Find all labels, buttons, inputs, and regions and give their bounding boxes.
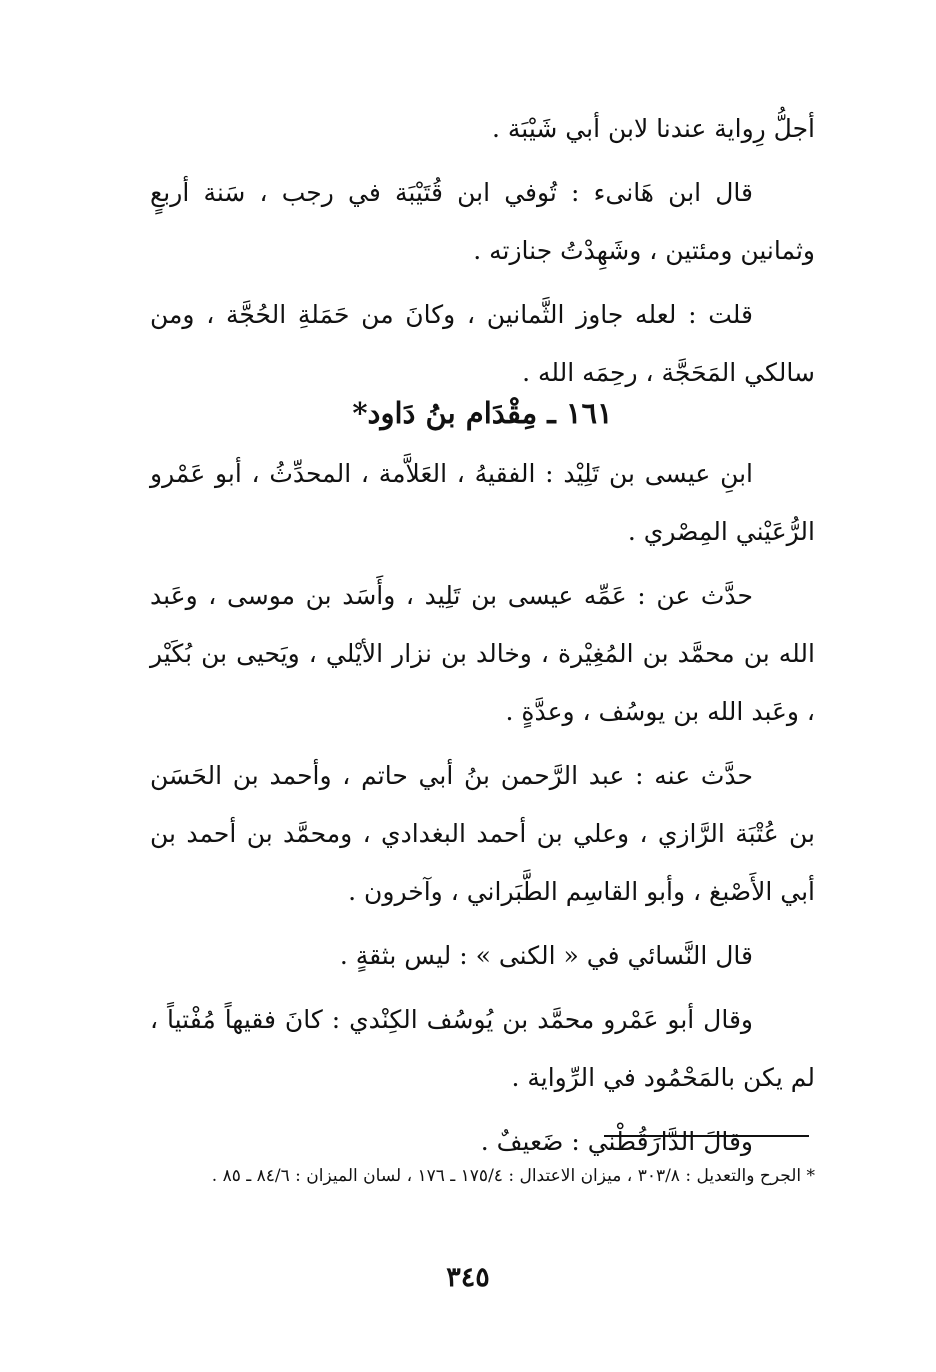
paragraph-nasab: ابنِ عيسى بن تَلِيْد : الفقيهُ ، العَلاَّمة ، المحدِّثُ ، أبو عَمْرو الرُّعَيْني المِصْري . — [150, 459, 815, 546]
paragraph-haddatha-anhu: حدَّث عنه : عبد الرَّحمن بنُ أبي حاتم ، وأحمد بن الحَسَن بن عُتْبَة الرَّازي ، وعلي بن أحمد البغدادي ، ومحمَّد بن أحمد بن أبي الأَصْبغ ، وأبو القاسِم الطَّبَراني ، وآخرون . — [150, 761, 815, 906]
paragraph-haddatha-an: حدَّث عن : عَمِّه عيسى بن تَلِيد ، وأَسَد بن موسى ، وعَبد الله بن محمَّد بن المُغِيْرة ، وخالد بن نزار الأيْلي ، ويَحيى بن بُكَيْر ، وعَبد الله بن يوسُف ، وعدَّةٍ . — [150, 581, 815, 726]
page-number: ٣٤٥ — [446, 1262, 490, 1293]
entry-body — [150, 445, 815, 1171]
paragraph-nasai: قال النَّسائي في « الكنى » : ليس بثقةٍ . — [339, 941, 753, 970]
footnote: * الجرح والتعديل : ٣٠٣/٨ ، ميزان الاعتدال : ١٧٥/٤ ـ ١٧٦ ، لسان الميزان : ٨٤/٦ ـ ٨٥ . — [211, 1166, 815, 1186]
footnote-divider — [604, 1135, 809, 1137]
paragraph-daraqutni: وقالَ الدَّارَقُطْني : ضَعيفٌ . — [480, 1127, 753, 1156]
paragraph-kindi: وقال أبو عَمْرو محمَّد بن يُوسُف الكِنْدي : كانَ فقيهاً مُفْتياً ، لم يكن بالمَحْمُود في الرِّواية . — [150, 1005, 815, 1092]
paragraph-riwaya: أجلُّ رِواية عندنا لابن أبي شَيْبَة . — [492, 114, 815, 143]
paragraph-ibn-hani: قال ابن هَانىء : تُوفي ابن قُتَيْبَة في رجب ، سَنة أربعٍ وثمانين ومئتين ، وشَهِدْتُ جنازته . — [150, 178, 815, 265]
paragraph-qultu: قلت : لعله جاوز الثَّمانين ، وكانَ من حَمَلةِ الحُجَّة ، ومن سالكي المَحَجَّة ، رحِمَه الله . — [150, 300, 815, 387]
top-text — [150, 100, 815, 402]
entry-heading: ١٦١ ـ مِقْدَام بنُ دَاود* — [352, 396, 613, 430]
